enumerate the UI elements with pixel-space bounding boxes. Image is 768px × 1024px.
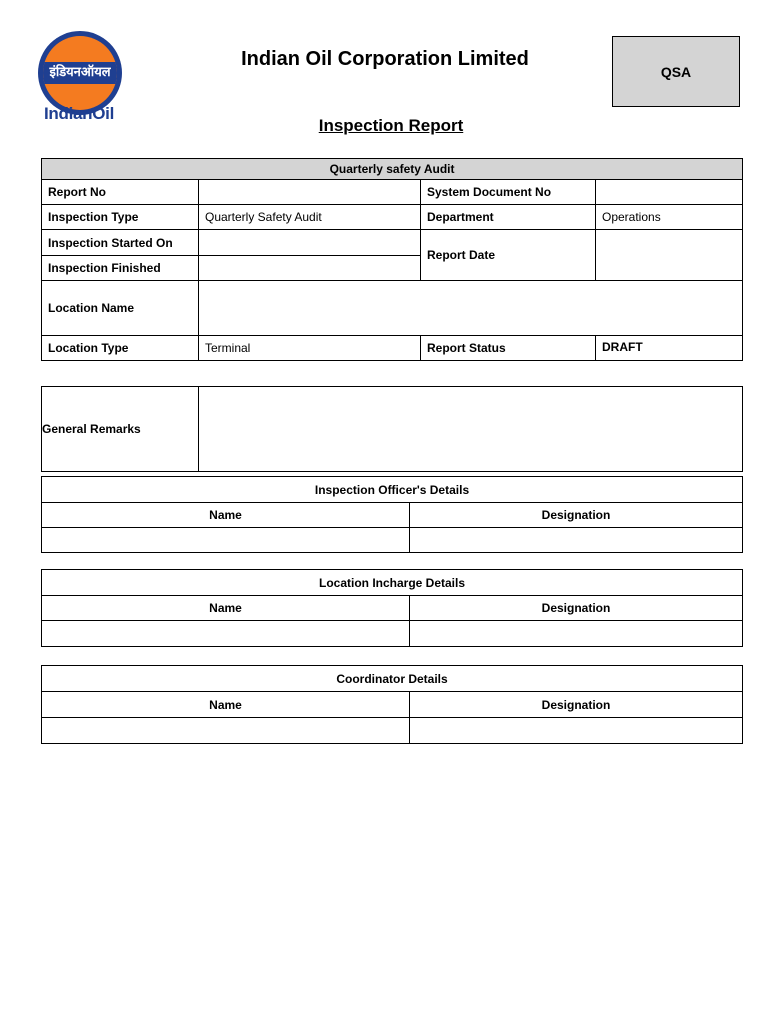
audit-section-title: Quarterly safety Audit <box>42 159 743 180</box>
department-field[interactable]: Operations <box>596 205 743 230</box>
report-status-field[interactable]: DRAFT <box>596 336 743 361</box>
qsa-badge: QSA <box>612 36 740 107</box>
inspection-type-label: Inspection Type <box>42 205 199 230</box>
inspection-finished-field[interactable] <box>199 256 421 281</box>
logo-hindi-text: इंडियनऑयल <box>43 62 117 84</box>
general-remarks-field[interactable] <box>199 387 743 472</box>
coordinator-designation-header: Designation <box>410 692 743 718</box>
inspection-officer-title: Inspection Officer's Details <box>42 477 743 503</box>
report-title: Inspection Report <box>318 116 464 135</box>
coordinator-name-field[interactable] <box>42 718 410 744</box>
report-date-field[interactable] <box>596 230 743 281</box>
inspection-type-field[interactable]: Quarterly Safety Audit <box>199 205 421 230</box>
inspection-officer-table <box>41 476 743 553</box>
indianoil-logo <box>38 31 122 115</box>
system-document-no-label: System Document No <box>421 180 596 205</box>
incharge-designation-header: Designation <box>410 596 743 621</box>
location-name-label: Location Name <box>42 281 199 336</box>
inspection-finished-label: Inspection Finished <box>42 256 199 281</box>
coordinator-table <box>41 665 743 744</box>
audit-details-table <box>41 158 743 361</box>
location-incharge-table <box>41 569 743 647</box>
coordinator-name-header: Name <box>42 692 410 718</box>
coordinator-designation-field[interactable] <box>410 718 743 744</box>
location-type-field[interactable]: Terminal <box>199 336 421 361</box>
logo-wordmark: IndianOil <box>44 104 115 123</box>
location-type-label: Location Type <box>42 336 199 361</box>
general-remarks-label: General Remarks <box>42 387 199 472</box>
report-date-label: Report Date <box>421 230 596 281</box>
location-incharge-title: Location Incharge Details <box>42 570 743 596</box>
system-document-no-field[interactable] <box>596 180 743 205</box>
officer-designation-header: Designation <box>410 503 743 528</box>
department-label: Department <box>421 205 596 230</box>
report-status-label: Report Status <box>421 336 596 361</box>
officer-designation-field[interactable] <box>410 528 743 553</box>
inspection-started-label: Inspection Started On <box>42 230 199 256</box>
logo-inner-circle <box>43 36 117 110</box>
officer-name-header: Name <box>42 503 410 528</box>
incharge-name-header: Name <box>42 596 410 621</box>
location-name-field[interactable] <box>199 281 743 336</box>
officer-name-field[interactable] <box>42 528 410 553</box>
general-remarks-table <box>41 386 743 472</box>
incharge-designation-field[interactable] <box>410 621 743 647</box>
company-name: Indian Oil Corporation Limited <box>241 48 529 70</box>
incharge-name-field[interactable] <box>42 621 410 647</box>
inspection-started-field[interactable] <box>199 230 421 256</box>
report-no-label: Report No <box>42 180 199 205</box>
coordinator-title: Coordinator Details <box>42 666 743 692</box>
report-no-field[interactable] <box>199 180 421 205</box>
